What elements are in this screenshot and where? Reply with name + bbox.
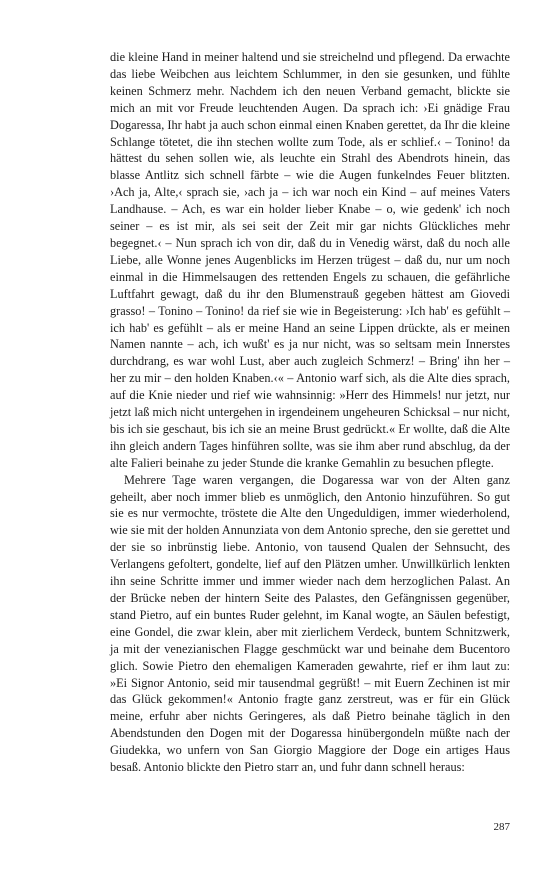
paragraph-2: Mehrere Tage waren vergangen, die Dogaressa war von der Alten ganz geheilt, aber noch immer blieb es unmöglich, den Antonio hinzuführen. So gut sie es nur vermochte, tröstete die Alte den Ungeduldigen, immer wiederholend, wie sie mit der holden Annunziata von dem Antonio spreche, den sie gerettet und der sie so inbrünstig liebe. Antonio, von tausend Qualen der Sehnsucht, des Verlangens gefoltert, gondelte, lief auf den Plätzen umher. Unwillkürlich lenkten ihn seine Schritte immer und immer wieder nach dem herzoglichen Palast. An der Brücke neben der hintern Seite des Palastes, den Gefängnissen gegenüber, stand Pietro, auf ein buntes Ruder gelehnt, im Kanal wogte, an Säulen befestigt, eine Gondel, die zwar klein, aber mit zierlichem Verdeck, buntem Schnitzwerk, ja mit der venezianischen Flagge geschmückt war und beinahe dem Bucentoro glich. Sowie Pietro den ehemaligen Kameraden gewahrte, rief er ihm laut zu: »Ei Signor Antonio, seid mir tausendmal gegrüßt! – mit Euern Zechinen ist mir das Glück gekommen!« Antonio fragte ganz zerstreut, was er für ein Glück meine, erfuhr aber nichts Geringeres, als daß Pietro beinahe täglich in den Abendstunden den Dogen mit der Dogaressa hinübergondeln müßte nach der Giudekka, wo unfern von San Giorgio Maggiore der Doge ein artiges Haus besaß. Antonio blickte den Pietro starr an, und fuhr dann schnell heraus:: [110, 472, 510, 775]
page-number: 287: [493, 821, 510, 833]
body-text: [110, 49, 510, 776]
paragraph-1: die kleine Hand in meiner haltend und sie streichelnd und pflegend. Da erwachte das liebe Weibchen aus leichtem Schlummer, in den sie gesunken, und fühlte keinen Schmerz mehr. Nachdem ich den neuen Verband gemacht, blickte sie mich an mit vor Freude leuchtenden Augen. Da sprach ich: ›Ei gnädige Frau Dogaressa, Ihr habt ja auch schon einmal einen Knaben gerettet, da Ihr die kleine Schlange tötetet, die ihn stechen wollte zum Tode, als er schlief.‹ – Tonino! da hättest du sehen sollen wie, als leuchte ein Strahl des Abendrots hinein, das blasse Antlitz sich schnell färbte – wie die Augen funkelndes Feuer blitzten. ›Ach ja, Alte,‹ sprach sie, ›ach ja – ich war noch ein Kind – auf meines Vaters Landhause. – Ach, es war ein holder lieber Knabe – o, wie gedenk' ich noch seiner – es ist mir, als sei seit der Zeit mir gar nichts Glückliches mehr begegnet.‹ – Nun sprach ich von dir, daß du in Venedig wärst, daß du noch alle Liebe, alle Wonne jenes Augenblicks im Herzen trügest – daß du, nur um noch einmal in die Himmelsaugen des rettenden Engels zu schauen, die gefährliche Luftfahrt gewagt, daß du ihr den Blumenstrauß gegeben hättest am Giovedi grasso! – Tonino – Tonino! da rief sie wie in Begeisterung: ›Ich hab' es gefühlt – ich hab' es gefühlt – als er meine Hand an seine Lippen drückte, als er meinen Namen nannte – ach, ich wußt' es ja nur nicht, was so seltsam mein Innerstes durchdrang, es war wohl Lust, aber auch zugleich Schmerz! – Bring' ihn her – her zu mir – den holden Knaben.‹« – Antonio warf sich, als die Alte dies sprach, auf die Knie nieder und rief wie wahnsinnig: »Herr des Himmels! nur jetzt, nur jetzt laß mich nicht untergehen in irgendeinem ungeheuren Schicksal – nur nicht, bis ich sie geschaut, bis ich sie an meine Brust gedrückt.« Er wollte, daß die Alte ihn gleich andern Tages hinführen sollte, was sie ihm aber rund abschlug, da der alte Falieri beinahe zu jeder Stunde die kranke Gemahlin zu besuchen pflegte.: [110, 50, 510, 470]
